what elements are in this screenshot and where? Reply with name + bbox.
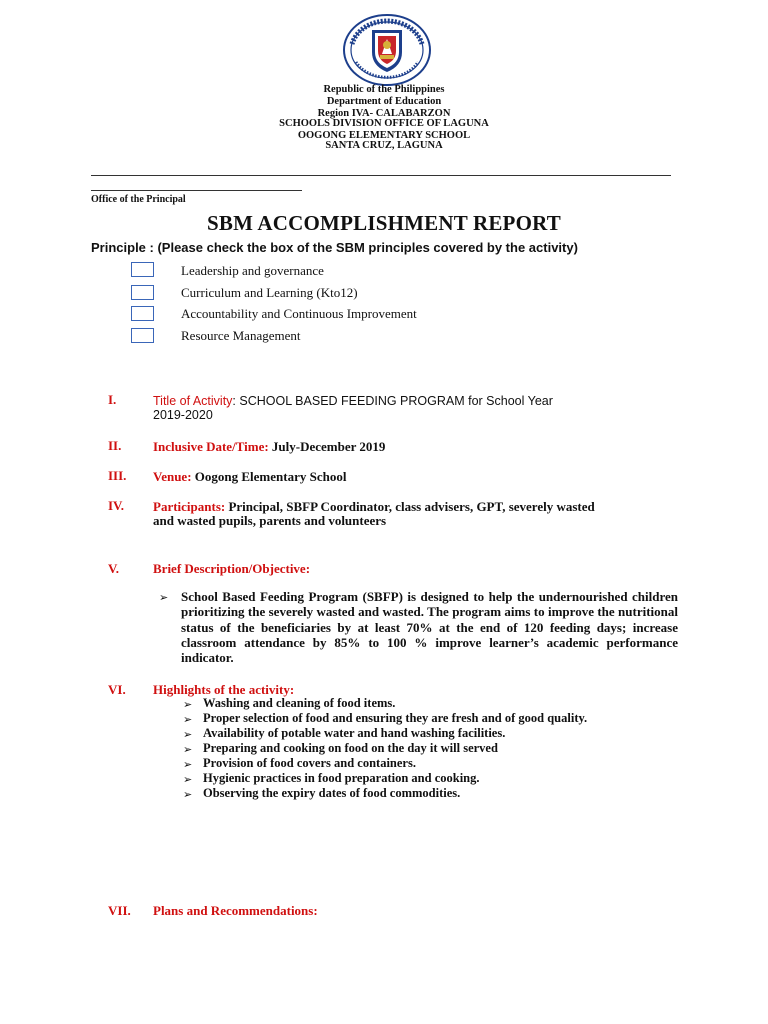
deped-seal-logo (342, 14, 432, 86)
checkbox-leadership[interactable] (131, 262, 154, 277)
header-divider (91, 175, 671, 176)
header-division: SCHOOLS DIVISION OFFICE OF LAGUNA (279, 118, 489, 129)
bullet-arrow-icon: ➢ (183, 699, 193, 711)
header-location: SANTA CRUZ, LAGUNA (325, 140, 443, 151)
section-1-value: SCHOOL BASED FEEDING PROGRAM for School Year (235, 394, 553, 408)
page-title: SBM ACCOMPLISHMENT REPORT (207, 211, 561, 235)
bullet-arrow-icon: ➢ (183, 714, 193, 726)
section-1-number: I. (108, 392, 117, 407)
header-department: Department of Education (326, 96, 442, 107)
section-5-label: Brief Description/Objective: (153, 561, 311, 576)
header-school: OOGONG ELEMENTARY SCHOOL (297, 130, 471, 141)
option-accountability: Accountability and Continuous Improvement (181, 306, 417, 321)
bullet-arrow-icon: ➢ (183, 789, 193, 801)
highlight-item: Availability of potable water and hand washing facilities. (203, 726, 506, 740)
option-curriculum: Curriculum and Learning (Kto12) (181, 285, 358, 300)
checkbox-curriculum[interactable] (131, 285, 154, 300)
section-2-row (153, 438, 385, 456)
section-1-title (153, 392, 683, 410)
checkbox-accountability[interactable] (131, 306, 154, 321)
section-4-value: Principal, SBFP Coordinator, class advisers, GPT, severely wasted (225, 499, 595, 514)
section-4-label: Participants: (153, 499, 226, 514)
office-divider (91, 190, 302, 191)
section-2-label: Inclusive Date/Time: (153, 439, 269, 454)
section-1-colon: : (232, 394, 236, 408)
section-7-number: VII. (108, 903, 131, 918)
section-1-value-cont: 2019-2020 (153, 408, 213, 422)
section-4-number: IV. (108, 498, 125, 513)
bullet-arrow-icon: ➢ (183, 744, 193, 756)
section-3-number: III. (108, 468, 127, 483)
highlight-item: Proper selection of food and ensuring they are fresh and of good quality. (203, 711, 588, 725)
section-3-value: Oogong Elementary School (191, 469, 347, 484)
bullet-arrow-icon: ➢ (183, 774, 193, 786)
section-1-label: Title of Activity (153, 394, 233, 408)
section-2-value: July-December 2019 (268, 439, 386, 454)
option-resource-management: Resource Management (181, 328, 301, 343)
section-2-number: II. (108, 438, 122, 453)
section-5-number: V. (108, 561, 119, 576)
bullet-arrow-icon: ➢ (183, 759, 193, 771)
section-4-value-cont: and wasted pupils, parents and volunteers (153, 513, 387, 528)
highlight-item: Observing the expiry dates of food commodities. (203, 786, 461, 800)
office-label: Office of the Principal (91, 194, 186, 205)
checkbox-resource-management[interactable] (131, 328, 154, 343)
section-6-number: VI. (108, 682, 126, 697)
section-6-label: Highlights of the activity: (153, 682, 295, 697)
section-3-row (153, 468, 346, 486)
section-7-label: Plans and Recommendations: (153, 903, 318, 918)
principle-label: Principle : (Please check the box of the SBM principles covered by the activity) (91, 240, 578, 255)
highlight-item: Washing and cleaning of food items. (203, 696, 396, 710)
bullet-arrow-icon: ➢ (183, 729, 193, 741)
section-3-label: Venue: (153, 469, 192, 484)
highlight-item: Provision of food covers and containers. (203, 756, 416, 770)
header-republic: Republic of the Philippines (323, 84, 445, 95)
section-5-paragraph: School Based Feeding Program (SBFP) is designed to help the undernourished children prioritizing the severely wasted and wasted. The program aims to improve the nutritional status of the beneficiaries by at least 70% at the end of 120 feeding days; increase classroom attendance by 85% to 100 % improve learner’s academic performance indicator. (181, 589, 678, 666)
bullet-arrow-icon: ➢ (159, 592, 169, 604)
highlight-item: Hygienic practices in food preparation and cooking. (203, 771, 480, 785)
header-region: Region IVA- CALABARZON (317, 108, 451, 119)
highlight-item: Preparing and cooking on food on the day it will served (203, 741, 498, 755)
option-leadership: Leadership and governance (181, 263, 324, 278)
